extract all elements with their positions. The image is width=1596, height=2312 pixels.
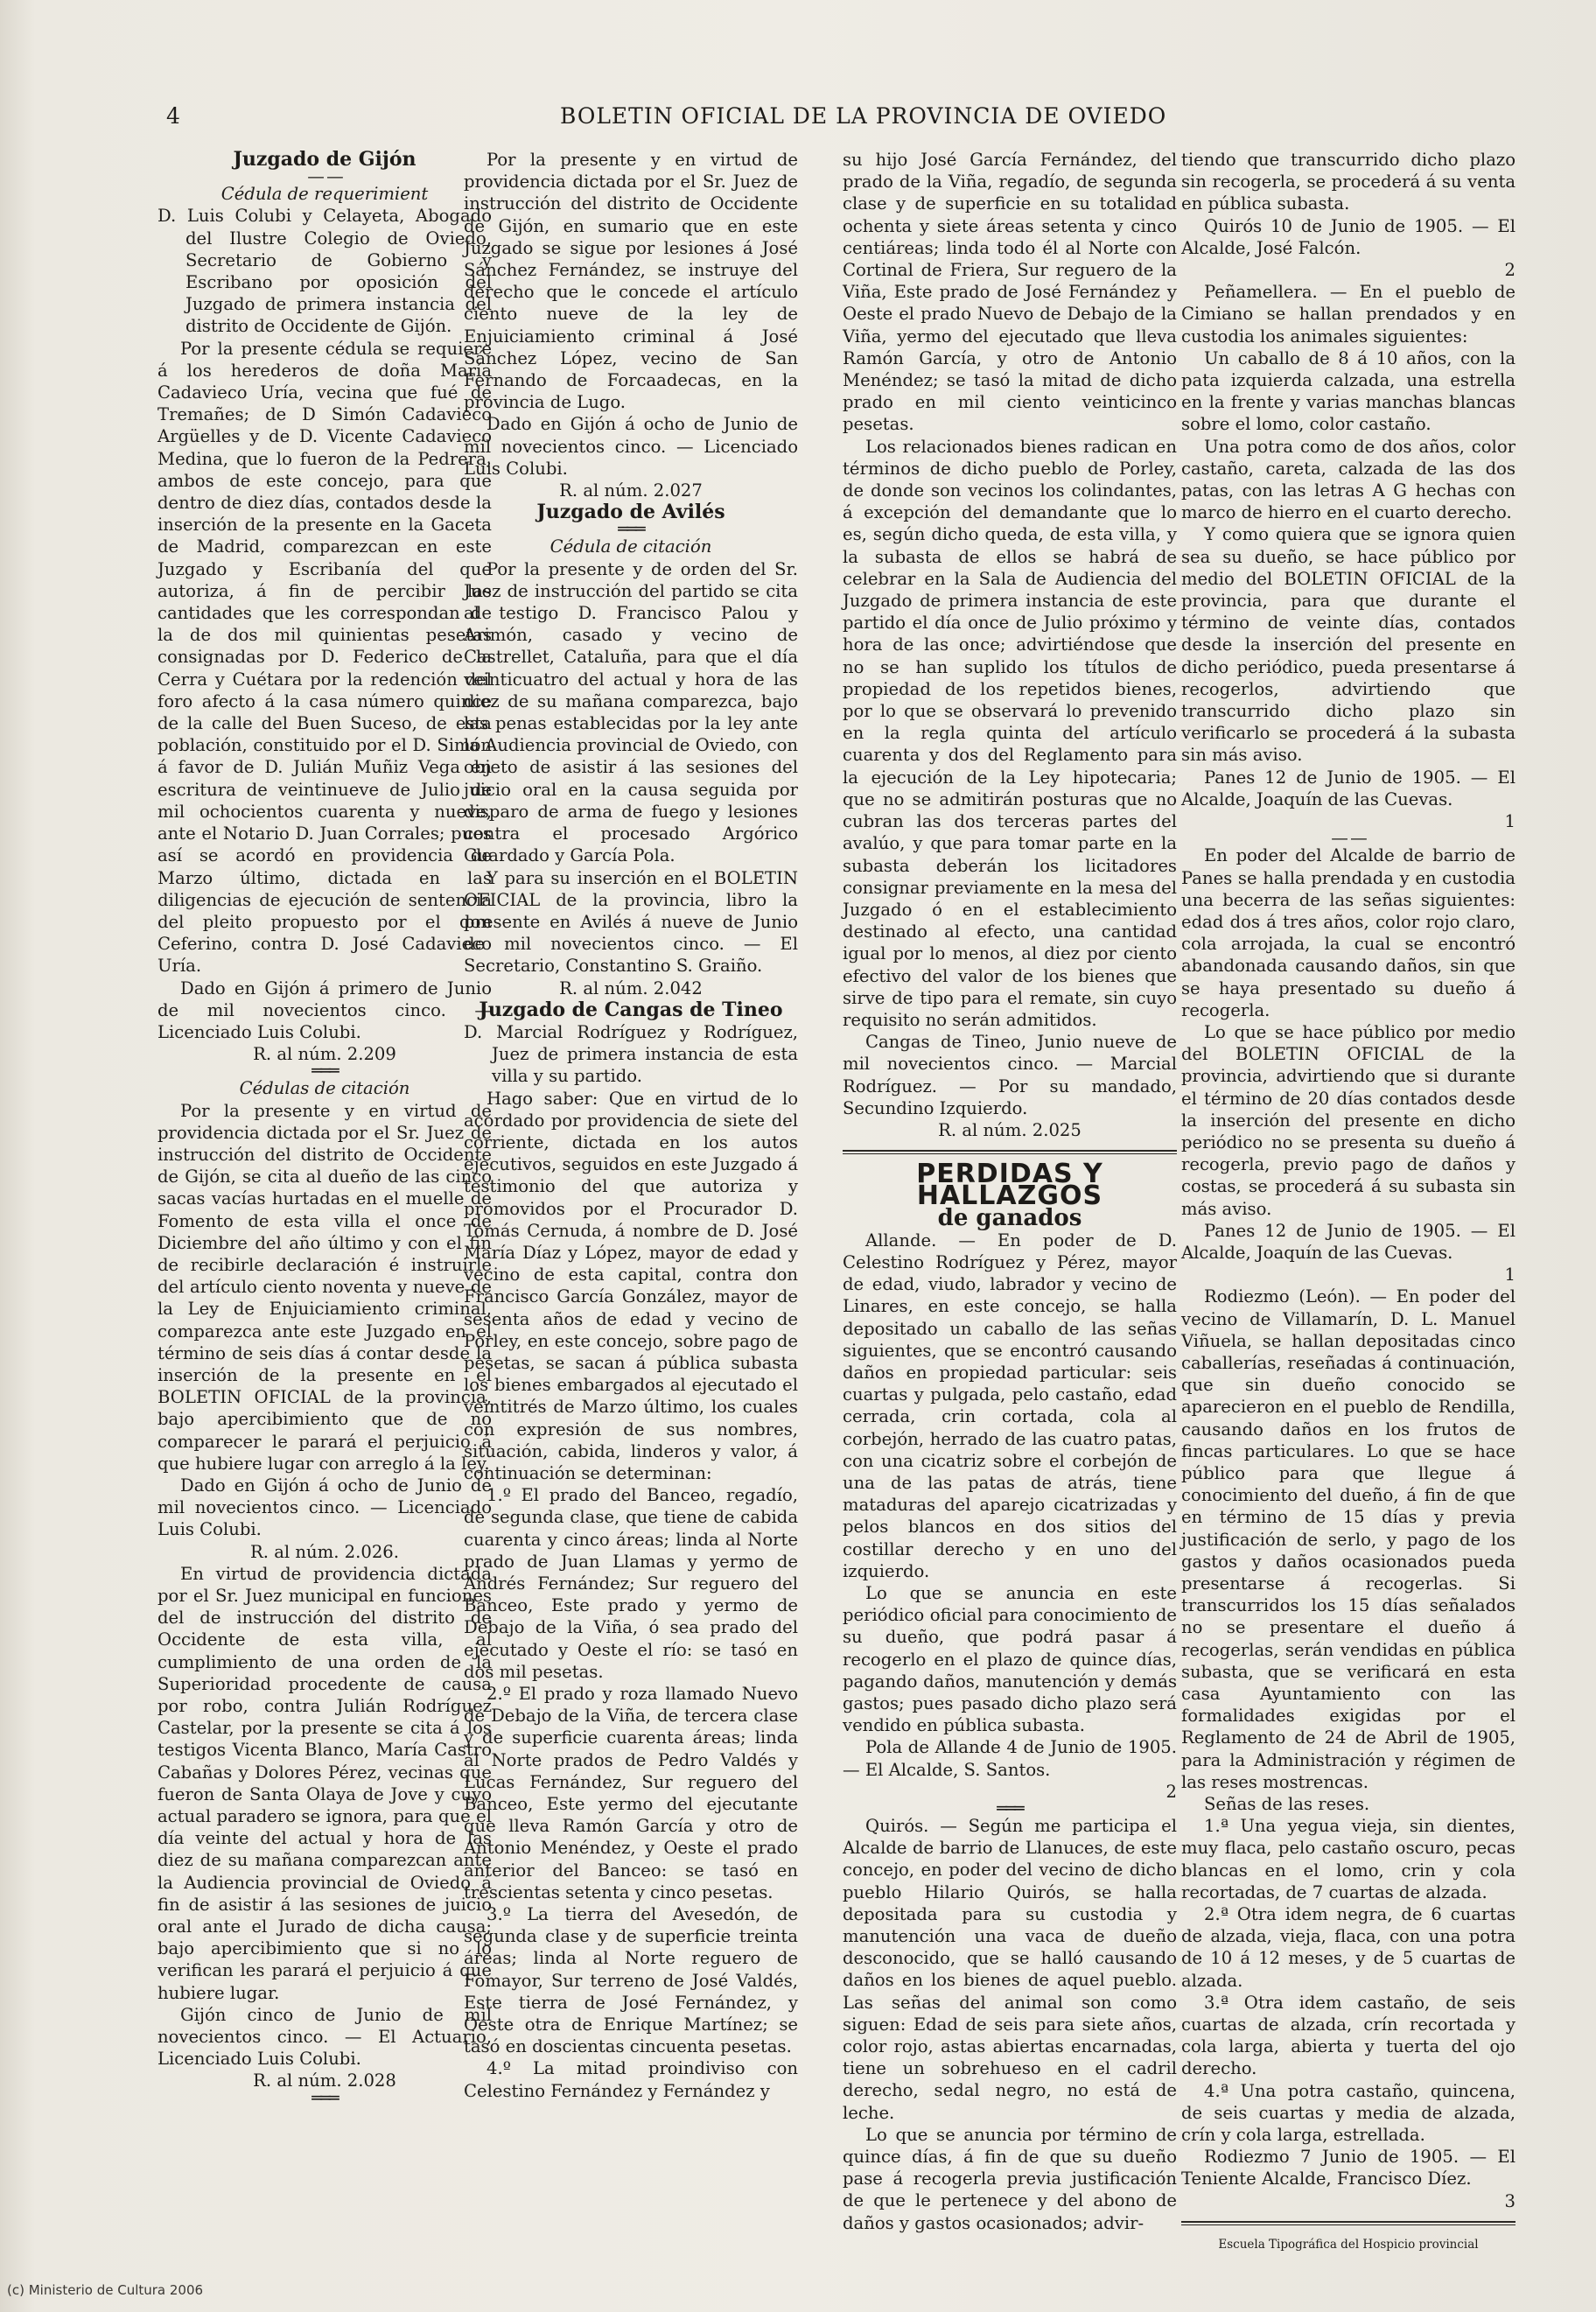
notice-number: 2	[1166, 1781, 1177, 1802]
paragraph: Gijón cinco de Junio de mil novecientos cinco. — El Actuario, Licenciado Luis Colubi.	[158, 2004, 492, 2070]
column-2	[464, 149, 798, 2102]
paragraph: 4.ª Una potra castaño, quincena, de seis cuartas y media de alzada, crín y cola larga, estrellada.	[1181, 2080, 1516, 2146]
paragraph: 2.º El prado y roza llamado Nuevo de Debajo de la Viña, de tercera clase y de superficie cuarenta áreas; linda al Norte prados de Pedro Valdés y Lucas Fernández, Sur reguero del Banceo, Este yermo del ejecutante que lleva Ramón García y otro de Antonio Menéndez, y Oeste el prado anterior del Banceo: se tasó en trescientas setenta y cinco pesetas.	[464, 1684, 798, 1902]
divider: — —	[1331, 828, 1366, 849]
paragraph: Panes 12 de Junio de 1905. — El Alcalde, Joaquín de las Cuevas.	[1181, 1220, 1516, 1263]
section-heading: Juzgado de Cangas de Tineo	[479, 998, 783, 1021]
paragraph: Pola de Allande 4 de Junio de 1905. — El Alcalde, S. Santos.	[843, 1737, 1177, 1780]
column-4	[1181, 149, 1516, 2256]
divider: ═══	[618, 519, 644, 540]
paragraph: Rodiezmo (León). — En poder del vecino de Villamarín, D. L. Manuel Viñuela, se hallan depositadas cinco caballerías, reseñadas á continuación, que sin dueño conocido se aparecieron en el pueblo de Rendilla, causando daños en los frutos de fincas particulares. Lo que se hace público para que llegue á conocimiento del dueño, á fin de que en término de 15 días y previa justificación de serlo, y pago de los gastos y daños ocasionados pueda presentarse á recogerlas. Si transcurridos los 15 días señalados no se presentare el dueño á recogerlas, serán vendidas en pública subasta, que se verificará en esta casa Ayuntamiento con las formalidades exigidas por el Reglamento de 24 de Abril de 1905, para la Administración y régimen de las reses mostrencas.	[1181, 1286, 1516, 1792]
reference-number: R. al núm. 2.028	[253, 2070, 396, 2091]
paragraph: Y para su inserción en el BOLETIN OFICIAL de la provincia, libro la presente en Avilés á nueve de Junio de mil novecientos cinco. — El Secretario, Constantino S. Graiño.	[464, 867, 798, 977]
paragraph: Quirós. — Según me participa el Alcalde de barrio de Llanuces, de este concejo, en poder del vecino de dicho pueblo Hilario Quirós, se halla depositada para su custodia y manutención una vaca de dueño desconocido, que se halló causando daños en los bienes de aquel pueblo. Las señas del animal son como siguen: Edad de seis para siete años, color rojo, astas abiertas encarnadas, tiene un sobrehueso en el cadril derecho, sedal negro, no está de leche.	[843, 1816, 1177, 2123]
reference-number: R. al núm. 2.042	[559, 977, 703, 998]
paragraph: Allande. — En poder de D. Celestino Rodríguez y Pérez, mayor de edad, viudo, labrador y vecino de Linares, en este concejo, se halla depositado un caballo de las señas siguientes, que se encontró causando daños en propiedad particular: seis cuartas y pulgada, pelo castaño, edad cerrada, crin cortada, cola al corbejón, herrado de las cuatro patas, con una cicatriz sobre el corbejón de una de las patas de atrás, tiene mataduras del aparejo cicatrizadas y pelos blancos en dos sitios del costillar derecho y en uno del izquierdo.	[843, 1230, 1177, 1581]
paragraph: 1.ª Una yegua vieja, sin dientes, muy flaca, pelo castaño oscuro, pecas blancas en el lomo, crin y cola recortadas, de 7 cuartas de alzada.	[1181, 1816, 1516, 1902]
paragraph: Por la presente y en virtud de providencia dictada por el Sr. Juez de instrucción del distrito de Occidente de Gijón, se cita al dueño de las cinco sacas vacías hurtadas en el muelle de Fomento de esta villa el once de Diciembre del año último y con el fin de recibirle declaración é instruirle del artículo ciento noventa y nueve de la Ley de Enjuiciamiento criminal, comparezca ante este Juzgado en el término de seis días á contar desde la inserción de la presente en el BOLETIN OFICIAL de la provincia, bajo apercibimiento que de no comparecer le parará el perjuicio á que hubiere lugar con arreglo á la ley.	[158, 1100, 492, 1474]
section-title-sub: de ganados	[937, 1204, 1082, 1231]
paragraph: Dado en Gijón á primero de Junio de mil novecientos cinco. — Licenciado Luis Colubi.	[158, 977, 492, 1042]
section-rule	[1181, 2221, 1516, 2225]
paragraph: D. Luis Colubi y Celayeta, Abogado del Ilustre Colegio de Oviedo, Secretario de Gobierno y Escribano por oposición del Juzgado de primera instancia del distrito de Occidente de Gijón.	[158, 206, 492, 337]
page-number: 4	[166, 103, 181, 129]
notice-number: 3	[1504, 2190, 1516, 2211]
notice-number: 2	[1504, 260, 1516, 281]
section-subheading: Cédulas de citación	[239, 1078, 410, 1099]
paragraph: Los relacionados bienes radican en términos de dicho pueblo de Porley, de donde son vecinos los colindantes, á excepción del demandante que lo es, según dicho queda, de esta villa, y la subasta de ellos se habrá de celebrar en la Sala de Audiencia del Juzgado de primera instancia de este partido el día once de Julio próximo y hora de las once; advirtiéndose que no se han suplido los títulos de propiedad de los repetidos bienes, por lo que se observará lo prevenido en la regla quinta del artículo cuarenta y dos del Reglamento para la ejecución de la Ley hipotecaria; que no se admitirán posturas que no cubran las dos terceras partes del avalúo, y que para tomar parte en la subasta deberán los licitadores consignar previamente en la mesa del Juzgado ó en el establecimiento destinado al efecto, una cantidad igual por lo menos, al diez por ciento efectivo del valor de los bienes que sirve de tipo para el remate, sin cuyo requisito no serán admitidos.	[843, 436, 1177, 1030]
paragraph: 4.º La mitad proindiviso con Celestino Fernández y Fernández y	[464, 2058, 798, 2101]
paragraph: D. Marcial Rodríguez y Rodríguez, Juez de primera instancia de esta villa y su partido.	[464, 1021, 798, 1087]
paragraph: Dado en Gijón á ocho de Junio de mil novecientos cinco. — Licenciado Luis Colubi.	[158, 1475, 492, 1540]
reference-number: R. al núm. 2.027	[559, 480, 703, 501]
paragraph: Un caballo de 8 á 10 años, con la pata izquierda calzada, una estrella en la frente y varias manchas blancas sobre el lomo, color castaño.	[1181, 347, 1516, 435]
printer-imprint: Escuela Tipográfica del Hospicio provincial	[1218, 2237, 1479, 2252]
paragraph: Por la presente y en virtud de providencia dictada por el Sr. Juez de instrucción del distrito de Occidente de Gijón, en sumario que en este Juzgado se sigue por lesiones á José Sánchez Fernández, se instruye del derecho que le concede el artículo ciento nueve de la ley de Enjuiciamiento criminal á José Sánchez López, vecino de San Fernando de Forcaadecas, en la provincia de Lugo.	[464, 150, 798, 413]
paragraph: 1.º El prado del Banceo, regadío, de segunda clase, que tiene de cabida cuarenta y cinco áreas; linda al Norte prado de Juan Llamas y yermo de Andrés Fernández; Sur reguero del Banceo, Este prado y yermo de Debajo de la Viña, ó sea prado del ejecutado y Oeste el río: se tasó en dos mil pesetas.	[464, 1485, 798, 1682]
paragraph: tiendo que transcurrido dicho plazo sin recogerla, se procederá á su venta en pública subasta.	[1181, 150, 1516, 214]
paragraph: 2.ª Otra idem negra, de 6 cuartas de alzada, vieja, flaca, con una potra de 10 á 12 meses, y de 5 cuartas de alzada.	[1181, 1904, 1516, 1991]
paragraph: Cangas de Tineo, Junio nueve de mil novecientos cinco. — Marcial Rodríguez. — Por su mandado, Secundino Izquierdo.	[843, 1032, 1177, 1118]
page-header	[166, 103, 1505, 138]
divider: ═══	[997, 1798, 1023, 1819]
reference-number: R. al núm. 2.209	[253, 1044, 396, 1065]
paragraph: Rodiezmo 7 Junio de 1905. — El Teniente Alcalde, Francisco Díez.	[1181, 2147, 1516, 2189]
column-3	[843, 149, 1177, 2234]
divider: — —	[307, 166, 342, 187]
section-rule	[843, 1150, 1177, 1154]
copyright-notice: (c) Ministerio de Cultura 2006	[7, 2282, 204, 2298]
paragraph: Y como quiera que se ignora quien sea su dueño, se hace público por medio del BOLETIN OFICIAL de la provincia, para que durante el término de veinte días, contados desde la inserción del presente en dicho periódico, pueda presentarse á recogerlos, advirtiendo que transcurrido dicho plazo sin verificarlo se procederá á la subasta sin más aviso.	[1181, 524, 1516, 766]
notice-number: 1	[1504, 1265, 1516, 1286]
paragraph: En virtud de providencia dictada por el Sr. Juez municipal en funciones del de instrucción del distrito de Occidente de esta villa, al cumplimiento de una orden de la Superioridad procedente de causa por robo, contra Julián Rodríguez Castelar, por la presente se cita á los testigos Vicenta Blanco, María Castro Cabañas y Dolores Pérez, vecinas que fueron de Santa Olaya de Jove y cuyo actual paradero se ignora, para que el día veinte del actual y hora de las diez de su mañana comparezcan ante la Audiencia provincial de Oviedo á fin de asistir á las sesiones de juicio oral ante el Jurado de dicha causa; bajo apercibimiento que si no lo verifican les parará el perjuicio á que hubiere lugar.	[158, 1563, 492, 2003]
paragraph: Hago saber: Que en virtud de lo acordado por providencia de siete del corriente, dictada en los autos ejecutivos, seguidos en este Juzgado á testimonio del que autoriza y promovidos por el Procurador D. Tomás Cernuda, á nombre de D. José María Díaz y López, mayor de edad y vecino de esta capital, contra don Francisco García González, mayor de sesenta años de edad y vecino de Porley, en este concejo, sobre pago de pesetas, se sacan á pública subasta los bienes embargados al ejecutado el veintitrés de Marzo último, los cuales con expresión de sus nombres, situación, cabida, linderos y valor, á continuación se determinan:	[464, 1088, 798, 1483]
section-subheading: Cédula de requerimient	[220, 184, 429, 205]
divider: ═══	[312, 2087, 338, 2108]
section-title: PERDIDAS Y HALLAZGOS	[916, 1159, 1103, 1212]
paragraph: Por la presente cédula se requiere á los herederos de doña María Cadavieco Uría, vecina que fué de Tremañes; de D Simón Cadavieco Argüelles y de D. Vicente Cadavieco Medina, que lo fueron de la Pedrera, ambos de este concejo, para que dentro de diez días, contados desde la inserción de la presente en la Gaceta de Madrid, comparezcan en este Juzgado y Escribanía del que autoriza, á fin de percibir las cantidades que les correspondan de la de dos mil quinientas pesetas consignadas por D. Federico de la Cerra y Cuétara por la redención del foro afecto á la casa número quince de la calle del Buen Suceso, de esta población, constituido por el D. Simón á favor de D. Julián Muñiz Vega en escritura de veintinueve de Julio de mil ochocientos cuarenta y nueve, ante el Notario D. Juan Corrales; pues así se acordó en providencia de Marzo último, dictada en las diligencias de ejecución de sentencia del pleito propuesto por el don Ceferino, contra D. José Cadavieco Uría.	[158, 338, 492, 977]
paragraph: Señas de las reses.	[1204, 1794, 1370, 1815]
paragraph: su hijo José García Fernández, del prado de la Viña, regadío, de segunda clase y de superficie en su totalidad ochenta y siete áreas setenta y cinco centiáreas; linda todo él al Norte con Cortinal de Friera, Sur reguero de la Viña, Este prado de José Fernández y Oeste el prado Nuevo de Debajo de la Viña, yermo del ejecutado que lleva Ramón García, y otro de Antonio Menéndez; se tasó la mitad de dicho prado en mil ciento veinticinco pesetas.	[843, 150, 1177, 435]
column-1	[158, 148, 492, 2108]
paragraph: Por la presente y de orden del Sr. Juez de instrucción del partido se cita al testigo D. Francisco Palou y Arimón, casado y vecino de Castrellet, Cataluña, para que el día veinticuatro del actual y hora de las diez de su mañana comparezca, bajo las penas establecidas por la ley ante la Audiencia provincial de Oviedo, con objeto de asistir á las sesiones del juicio oral en la causa seguida por disparo de arma de fuego y lesiones contra el procesado Argórico Guardado y García Pola.	[464, 558, 798, 866]
paragraph: 3.ª Otra idem castaño, de seis cuartas de alzada, crín recortada y cola larga, abierta y tuerta del ojo derecho.	[1181, 1992, 1516, 2079]
paragraph: 3.º La tierra del Avesedón, de segunda clase y de superficie treinta áreas; linda al Norte reguero de Fomayor, Sur terreno de José Valdés, Este tierra de José Fernández, y Oeste otra de Enrique Martínez; se tasó en doscientas cincuenta pesetas.	[464, 1904, 798, 2057]
paragraph: Lo que se anuncia por término de quince días, á fin de que su dueño pase á recogerla previa justificación de que le pertenece y del abono de daños y gastos ocasionados; advir-	[843, 2124, 1177, 2233]
divider: ═══	[312, 1061, 338, 1082]
section-subheading: Cédula de citación	[550, 536, 712, 557]
reference-number: R. al núm. 2.025	[938, 1119, 1082, 1140]
paragraph: Una potra como de dos años, color castaño, careta, calzada de las dos patas, con las letras A G hechas con marco de hierro en el cuarto derecho.	[1181, 436, 1516, 523]
reference-number: R. al núm. 2.026.	[250, 1541, 399, 1562]
paragraph: Panes 12 de Junio de 1905. — El Alcalde, Joaquín de las Cuevas.	[1181, 767, 1516, 809]
section-heading: Juzgado de Avilés	[536, 501, 725, 524]
notice-number: 1	[1504, 811, 1516, 832]
paragraph: Quirós 10 de Junio de 1905. — El Alcalde, José Falcón.	[1181, 215, 1516, 258]
section-heading: Juzgado de Gijón	[233, 148, 416, 171]
paragraph: Lo que se anuncia en este periódico oficial para conocimiento de su dueño, que podrá pasar á recogerlo en el plazo de quince días, pagando daños, manutención y demás gastos; pues pasado dicho plazo será vendido en pública subasta.	[843, 1583, 1177, 1736]
page-title: BOLETIN OFICIAL DE LA PROVINCIA DE OVIEDO	[560, 103, 1167, 129]
paragraph: Peñamellera. — En el pueblo de Cimiano se hallan prendados y en custodia los animales siguientes:	[1181, 282, 1516, 347]
paragraph: Dado en Gijón á ocho de Junio de mil novecientos cinco. — Licenciado Luis Colubi.	[464, 414, 798, 479]
paragraph: En poder del Alcalde de barrio de Panes se halla prendada y en custodia una becerra de las señas siguientes: edad dos á tres años, color rojo claro, cola arrojada, la cual se encontró abandonada causando daños, sin que se haya presentado su dueño á recogerla.	[1181, 845, 1516, 1020]
paragraph: Lo que se hace público por medio del BOLETIN OFICIAL de la provincia, advirtiendo que si durante el término de 20 días contados desde la inserción del presente en dicho periódico no se presenta su dueño á recogerla, previo pago de daños y costas, se procederá á su subasta sin más aviso.	[1181, 1021, 1516, 1219]
